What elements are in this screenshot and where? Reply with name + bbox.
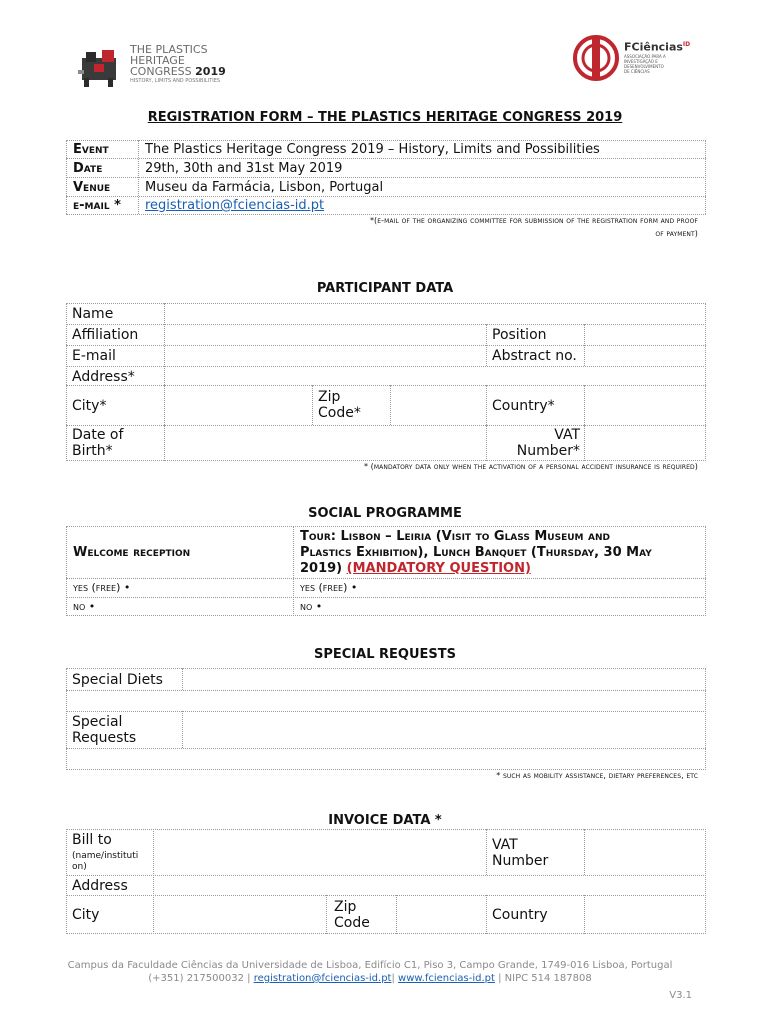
welcome-no-label: no • <box>73 600 96 613</box>
city-label: City* <box>72 398 107 414</box>
invoice-zip-field[interactable] <box>398 896 484 932</box>
vat-field[interactable] <box>586 426 702 459</box>
logo-year: 2019 <box>195 65 226 78</box>
name-label: Name <box>72 306 114 322</box>
zip-field[interactable] <box>392 386 484 424</box>
invoice-city-label: City <box>72 907 100 923</box>
invoice-city-field[interactable] <box>155 896 324 932</box>
fciencias-emblem-icon <box>572 34 620 82</box>
special-note: * such as mobility assistance, dietary preferences, etc <box>496 771 698 780</box>
country-label: Country* <box>492 398 555 414</box>
abstract-label: Abstract no. <box>492 348 577 364</box>
address-label: Address* <box>72 369 135 385</box>
vat-label-1: VAT <box>554 427 580 443</box>
invoice-zip-label-2: Code <box>334 915 370 931</box>
email-note-line1: *(e-mail of the organizing committee for submission of the registration form and proof <box>369 216 698 225</box>
dob-label-1: Date of <box>72 427 124 443</box>
logo-line2: HERITAGE <box>130 54 185 67</box>
tour-line1: Tour: Lisbon – Leiria (Visit to Glass Museum and <box>300 529 610 544</box>
email-field-label: E-mail <box>72 348 116 364</box>
fciencias-name: FCiências <box>624 40 683 54</box>
dog-figure-icon <box>76 42 124 88</box>
registration-email-link[interactable]: registration@fciencias-id.pt <box>145 198 325 213</box>
footer-email-link[interactable]: registration@fciencias-id.pt <box>253 973 392 984</box>
bill-to-sub-2: on) <box>72 862 87 872</box>
invoice-address-field[interactable] <box>155 876 702 894</box>
position-label: Position <box>492 327 547 343</box>
bill-to-field[interactable] <box>155 830 484 874</box>
position-field[interactable] <box>586 325 702 344</box>
footer <box>0 959 740 985</box>
abstract-field[interactable] <box>586 346 702 365</box>
special-diets-extra-field[interactable] <box>68 691 702 710</box>
date-label: Date <box>73 161 103 176</box>
dob-label-2: Birth* <box>72 443 113 459</box>
bill-to-sub-1: (name/instituti <box>72 851 139 861</box>
city-field[interactable] <box>166 386 310 424</box>
fciencias-desc4: DE CIÊNCIAS <box>624 68 650 74</box>
email-field[interactable] <box>166 346 484 365</box>
invoice-country-label: Country <box>492 907 548 923</box>
social-table <box>66 526 706 616</box>
footer-address: Campus da Faculdade Ciências da Universidade de Lisboa, Edifício C1, Piso 3, Campo Grande, 1749-016 Lisboa, Portugal <box>67 960 673 971</box>
invoice-vat-field[interactable] <box>586 830 702 874</box>
invoice-country-field[interactable] <box>586 896 702 932</box>
special-heading: SPECIAL REQUESTS <box>314 647 456 662</box>
tour-yes-label: yes (free) • <box>300 581 358 594</box>
welcome-yes-option[interactable] <box>73 581 130 594</box>
fciencias-logo <box>572 34 692 82</box>
congress-logo <box>76 42 236 90</box>
email-label: e-mail * <box>73 198 121 213</box>
tour-line3: 2019) <box>300 561 343 576</box>
fciencias-desc3: DESENVOLVIMENTO <box>624 63 664 69</box>
participant-table <box>66 303 706 461</box>
special-table <box>66 668 706 770</box>
fciencias-desc1: ASSOCIAÇÃO PARA A <box>624 53 666 59</box>
special-requests-label-1: Special <box>72 714 123 730</box>
form-title: REGISTRATION FORM – THE PLASTICS HERITAGE CONGRESS 2019 <box>147 110 623 125</box>
logo-line1: THE PLASTICS <box>130 43 208 56</box>
invoice-vat-label-2: Number <box>492 853 549 869</box>
welcome-yes-label: yes (free) • <box>73 581 131 594</box>
invoice-address-label: Address <box>72 878 128 894</box>
venue-value: Museu da Farmácia, Lisbon, Portugal <box>145 180 384 195</box>
event-label: Event <box>73 142 109 157</box>
special-requests-field[interactable] <box>184 712 702 747</box>
invoice-heading: INVOICE DATA * <box>328 813 442 828</box>
special-requests-extra-field[interactable] <box>68 749 702 767</box>
logo-tagline: HISTORY, LIMITS AND POSSIBILITIES <box>130 78 221 84</box>
invoice-vat-label-1: VAT <box>492 837 518 853</box>
welcome-reception-label: Welcome reception <box>73 545 191 560</box>
name-field[interactable] <box>166 304 702 323</box>
tour-yes-option[interactable] <box>300 581 357 594</box>
fciencias-sup: ID <box>682 41 691 48</box>
footer-phone: (+351) 217500032 | <box>148 973 251 984</box>
invoice-zip-label-1: Zip <box>334 899 357 915</box>
special-diets-field[interactable] <box>184 669 702 689</box>
event-info-table <box>66 140 706 214</box>
footer-website-link[interactable]: www.fciencias-id.pt <box>398 973 495 984</box>
tour-no-label: no • <box>300 600 323 613</box>
venue-label: Venue <box>73 180 111 195</box>
country-field[interactable] <box>586 386 702 424</box>
affiliation-label: Affiliation <box>72 327 139 343</box>
social-heading: SOCIAL PROGRAMME <box>308 506 462 521</box>
bill-to-label: Bill to <box>72 832 112 848</box>
zip-label-1: Zip <box>318 389 341 405</box>
version-label: V3.1 <box>669 990 692 1001</box>
participant-note: * (mandatory data only when the activation of a personal accident insurance is required) <box>363 462 698 471</box>
invoice-table <box>66 829 706 934</box>
address-field[interactable] <box>166 367 702 384</box>
fciencias-desc2: INVESTIGAÇÃO E <box>624 58 658 64</box>
zip-label-2: Code* <box>318 405 361 421</box>
footer-nipc: | NIPC 514 187808 <box>498 973 592 984</box>
special-requests-label-2: Requests <box>72 730 137 746</box>
dob-field[interactable] <box>166 426 484 459</box>
tour-line2: Plastics Exhibition), Lunch Banquet (Thursday, 30 May <box>300 545 652 560</box>
participant-heading: PARTICIPANT DATA <box>316 281 454 296</box>
event-value: The Plastics Heritage Congress 2019 – History, Limits and Possibilities <box>145 142 600 157</box>
logo-line3: CONGRESS <box>130 65 192 78</box>
date-value: 29th, 30th and 31st May 2019 <box>145 161 343 176</box>
vat-label-2: Number* <box>516 443 580 459</box>
email-note-line2: of payment) <box>655 229 698 238</box>
mandatory-question: (MANDATORY QUESTION) <box>346 561 531 576</box>
special-diets-label: Special Diets <box>72 672 163 688</box>
tour-no-option[interactable] <box>300 600 322 613</box>
footer-separator: | <box>391 973 395 984</box>
welcome-no-option[interactable] <box>73 600 95 613</box>
affiliation-field[interactable] <box>166 325 484 344</box>
